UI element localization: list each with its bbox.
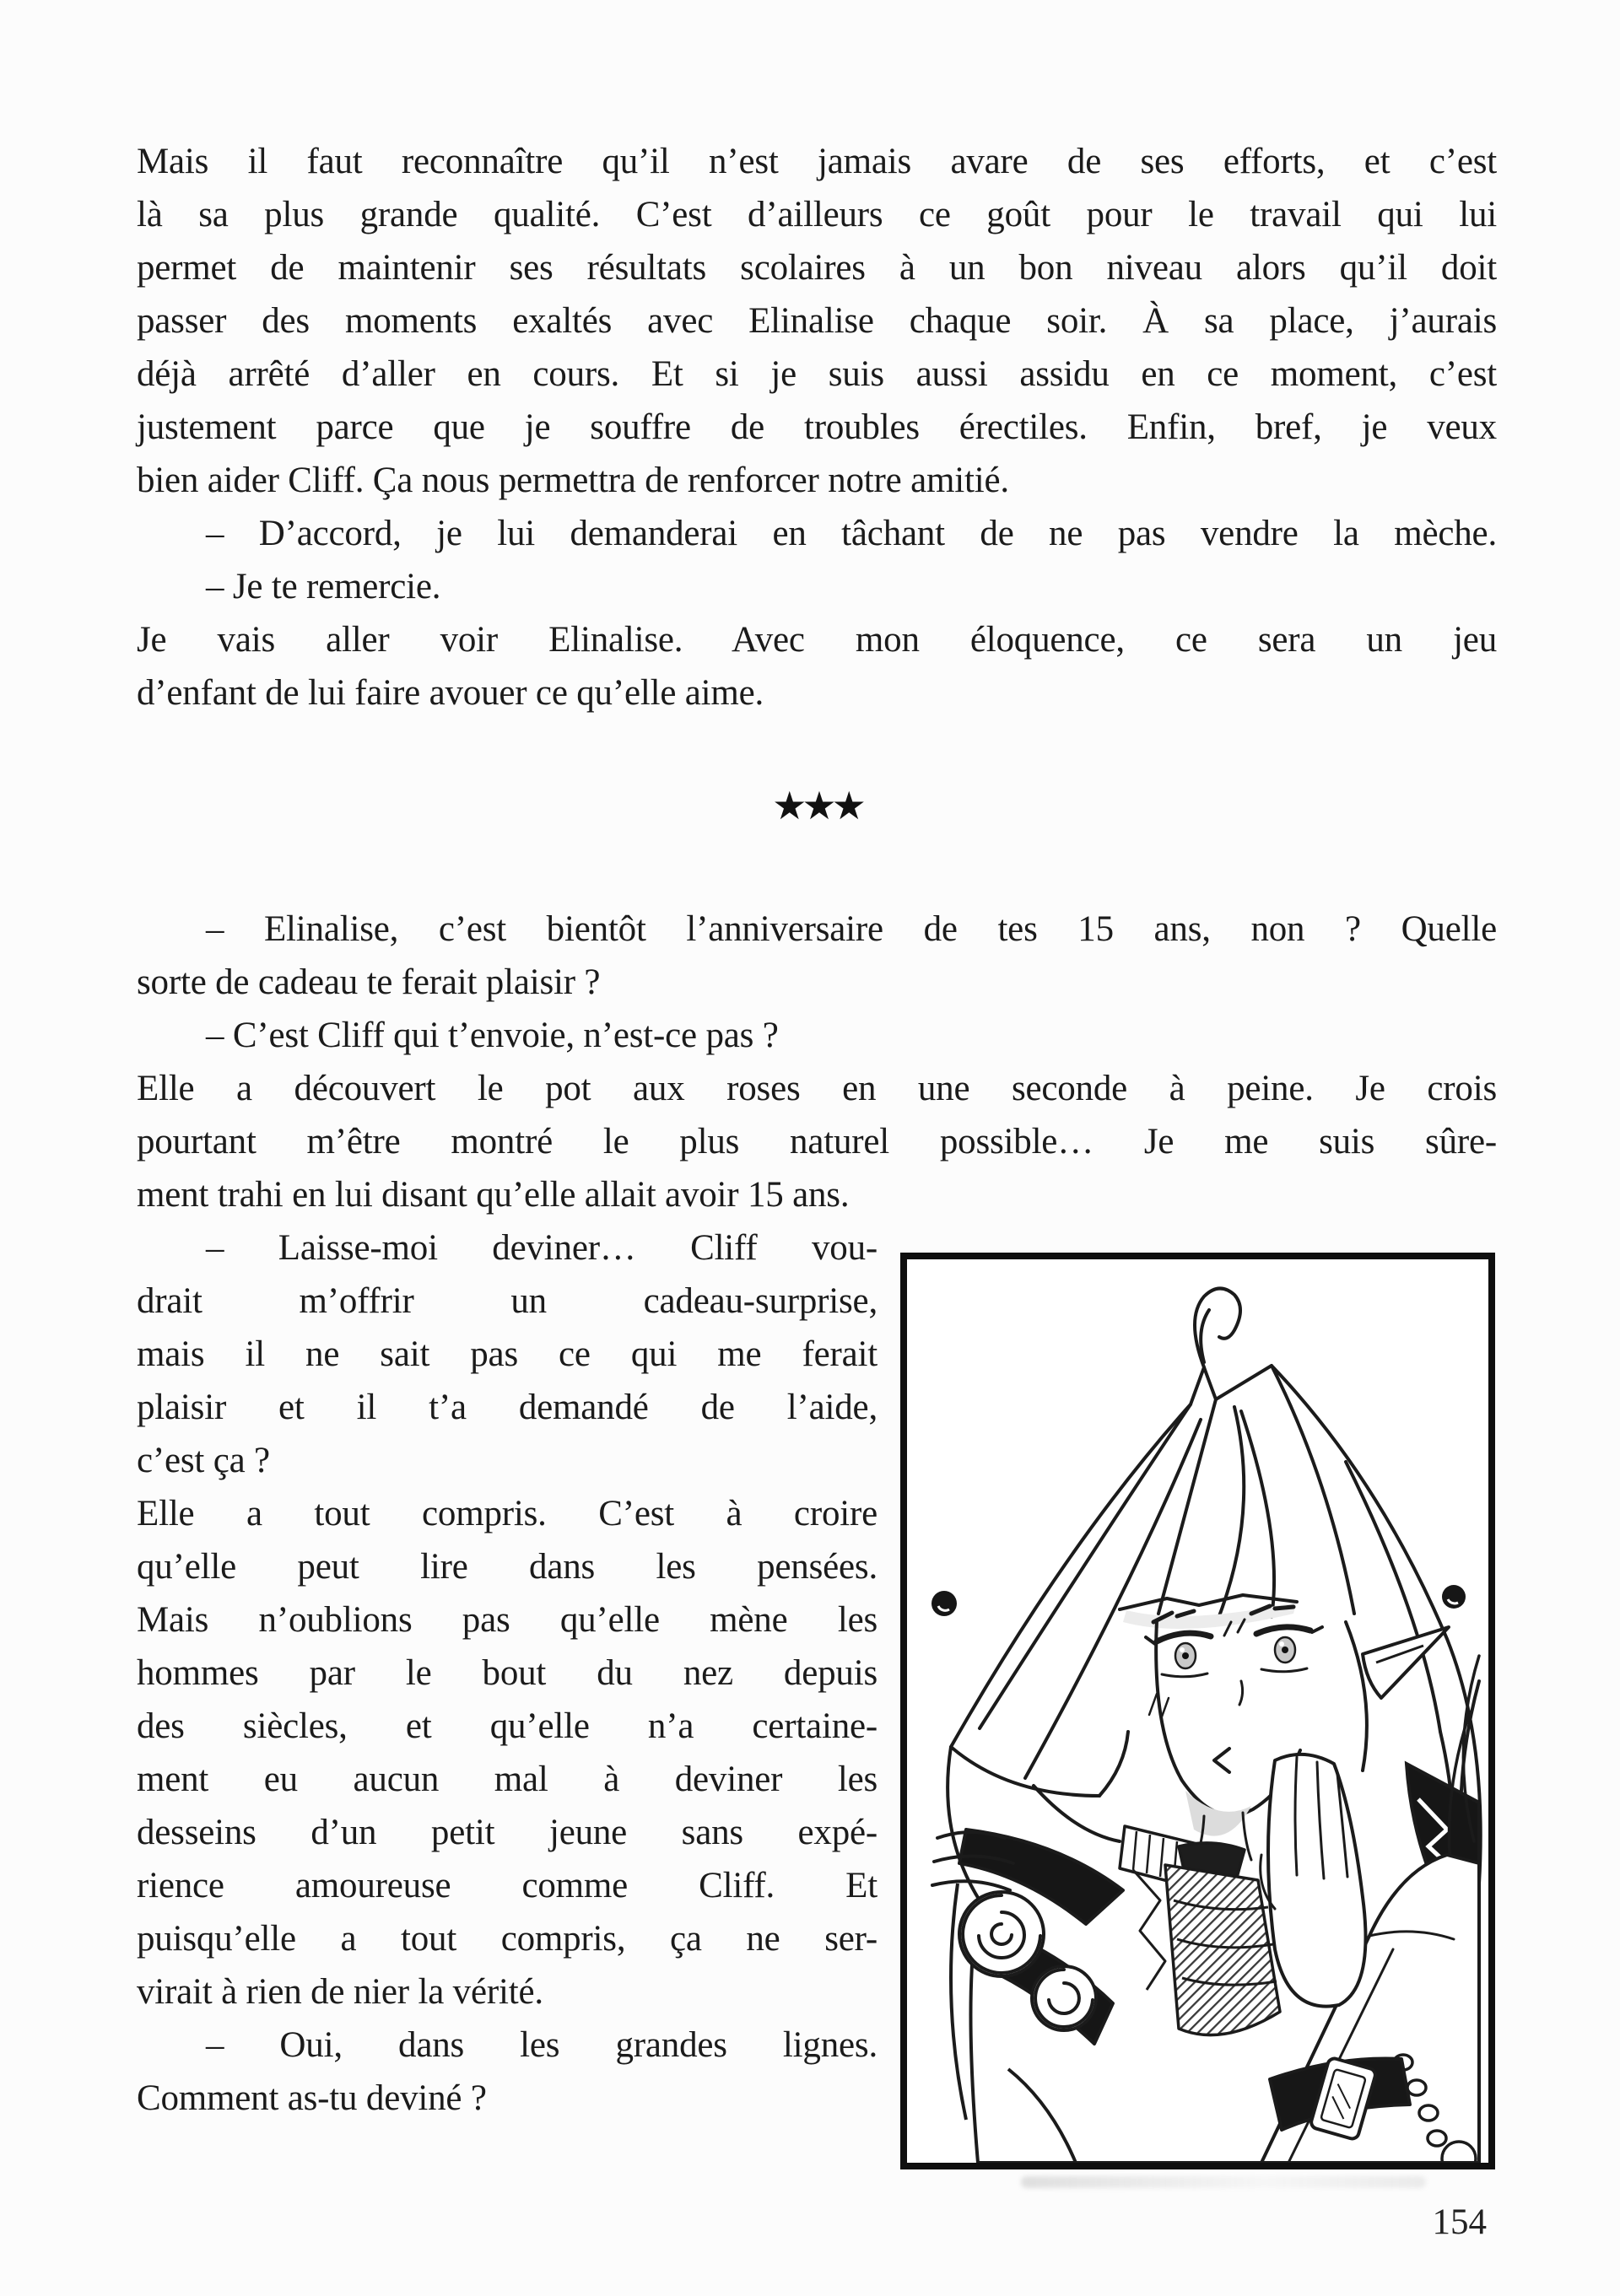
text-line: virait à rien de nier la vérité. <box>137 1972 543 2012</box>
text-line: Elle a découvert le pot aux roses en une seconde à peine. Je crois <box>137 1069 1497 1108</box>
text-line: passer des moments exaltés avec Elinalise chaque soir. À sa place, j’aurais <box>137 301 1497 341</box>
text-line: ment trahi en lui disant qu’elle allait avoir 15 ans. <box>137 1175 850 1215</box>
text-line: déjà arrêté d’aller en cours. Et si je suis aussi assidu en ce moment, c’est <box>137 354 1497 394</box>
text-line: puisqu’elle a tout compris, ça ne ser- <box>137 1919 878 1959</box>
text-line: hommes par le bout du nez depuis <box>137 1653 878 1693</box>
text-line: sorte de cadeau te ferait plaisir ? <box>137 962 601 1002</box>
text-line: d’enfant de lui faire avouer ce qu’elle aime. <box>137 673 764 713</box>
dialogue-line: – Elinalise, c’est bientôt l’anniversaire de tes 15 ans, non ? Quelle <box>206 909 1497 949</box>
page-number: 154 <box>1432 2202 1487 2242</box>
scan-smudge <box>1021 2176 1426 2188</box>
text-line: Mais n’oublions pas qu’elle mène les <box>137 1600 878 1640</box>
dialogue-line: – D’accord, je lui demanderai en tâchant de ne pas vendre la mèche. <box>206 514 1497 553</box>
text-line: c’est ça ? <box>137 1441 270 1480</box>
text-line: drait m’offrir un cadeau-surprise, <box>137 1281 878 1321</box>
text-line: pourtant m’être montré le plus naturel possible… Je me suis sûre- <box>137 1122 1497 1161</box>
text-line: Comment as-tu deviné ? <box>137 2078 487 2118</box>
elinalise-illustration <box>907 1259 1488 2163</box>
dialogue-line: – C’est Cliff qui t’envoie, n’est-ce pas ? <box>206 1016 779 1055</box>
text-line: Elle a tout compris. C’est à croire <box>137 1494 878 1533</box>
text-line: justement parce que je souffre de troubles érectiles. Enfin, bref, je veux <box>137 407 1497 447</box>
text-line: Mais il faut reconnaître qu’il n’est jamais avare de ses efforts, et c’est <box>137 142 1497 181</box>
illustration-frame <box>900 1253 1495 2169</box>
dialogue-line: – Laisse-moi deviner… Cliff vou- <box>206 1228 878 1268</box>
text-line: des siècles, et qu’elle n’a certaine- <box>137 1706 878 1746</box>
text-line: Je vais aller voir Elinalise. Avec mon éloquence, ce sera un jeu <box>137 620 1497 660</box>
section-separator-stars: ★★★ <box>772 783 861 828</box>
text-line: bien aider Cliff. Ça nous permettra de renforcer notre amitié. <box>137 461 1009 500</box>
text-line: ment eu aucun mal à deviner les <box>137 1760 878 1799</box>
text-line: desseins d’un petit jeune sans expé- <box>137 1813 878 1852</box>
text-line: rience amoureuse comme Cliff. Et <box>137 1866 878 1905</box>
text-line: là sa plus grande qualité. C’est d’ailleurs ce goût pour le travail qui lui <box>137 195 1497 234</box>
text-line: qu’elle peut lire dans les pensées. <box>137 1547 878 1587</box>
text-line: mais il ne sait pas ce qui me ferait <box>137 1334 878 1374</box>
text-line: permet de maintenir ses résultats scolaires à un bon niveau alors qu’il doit <box>137 248 1497 288</box>
dialogue-line: – Oui, dans les grandes lignes. <box>206 2025 878 2065</box>
dialogue-line: – Je te remercie. <box>206 567 441 606</box>
text-line: plaisir et il t’a demandé de l’aide, <box>137 1388 878 1427</box>
